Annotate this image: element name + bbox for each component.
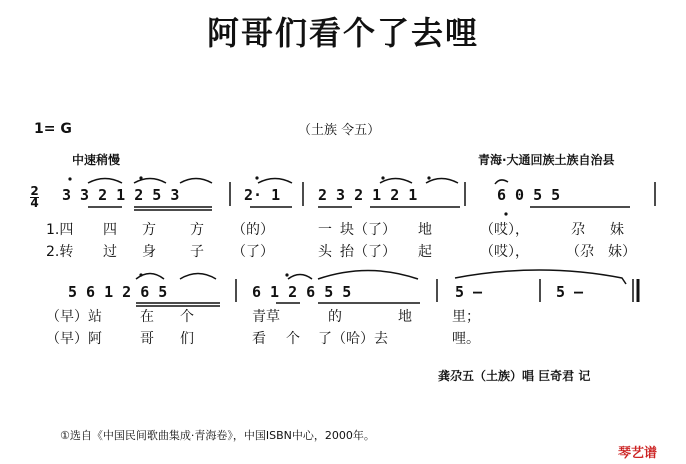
lyric-2-10: （尕 [566, 244, 594, 260]
slur [180, 274, 216, 280]
slur [426, 179, 458, 184]
lyric-2-4: 子 [190, 244, 204, 260]
lyric-4-5: 个 [286, 331, 300, 347]
row1-measure-2: 2· 1 [244, 186, 281, 204]
song-title: 阿哥们看个了去哩 [206, 14, 479, 52]
lyric-2-5: （了） [232, 244, 274, 260]
row2-measure-4: 5 – [556, 283, 584, 301]
slur [380, 179, 412, 184]
lyric-2-1: 2.转 [46, 244, 74, 260]
lyric-1-11: 妹 [610, 222, 624, 238]
slur [88, 179, 122, 184]
lyric-4-6: 了（哈）去 [318, 331, 388, 347]
row1-measure-3: 2 3 2 1 2 1 [318, 186, 418, 204]
lyric-2-3: 身 [142, 244, 156, 260]
slur [134, 179, 166, 184]
lyric-2-7: 抬（了） [340, 244, 396, 260]
lyric-2-2: 过 [103, 244, 117, 260]
lyric-2-8: 起 [418, 244, 432, 260]
lyric-1-7: 块（了） [340, 222, 396, 238]
lyric-4-3: 们 [180, 331, 194, 347]
lyric-3-4: 青草 [252, 309, 280, 325]
lyric-4-7: 哩。 [452, 331, 480, 347]
meter-bottom: 4 [30, 196, 39, 210]
slur [180, 179, 212, 184]
lyric-1-5: （的） [232, 222, 274, 238]
lyric-1-3: 方 [142, 222, 156, 238]
row2-measure-2: 6 1 2 6 5 5 [252, 283, 352, 301]
slur [258, 179, 292, 184]
site-logo: 琴艺谱 [618, 446, 658, 461]
lyric-1-4: 方 [190, 222, 204, 238]
key-signature: 1= G [34, 121, 72, 137]
song-origin: 青海·大通回族土族自治县 [478, 153, 615, 167]
lyric-3-1: （早）站 [46, 309, 102, 325]
row2-measure-3: 5 – [455, 283, 483, 301]
footnote: ①选自《中国民间歌曲集成·青海卷》，中国ISBN中心，2000年。 [60, 429, 375, 442]
lyric-2-11: 妹） [608, 244, 636, 260]
lyric-3-7: 里； [452, 309, 480, 325]
lyric-1-10: 尕 [571, 222, 585, 238]
lyric-1-1: 1.四 [46, 222, 74, 238]
performer-credit: 龚尕五（土族）唱 巨奇君 记 [438, 369, 591, 383]
slur [288, 275, 312, 280]
slur [318, 271, 418, 280]
slur [495, 180, 508, 184]
lyric-2-9: （哎）， [480, 244, 529, 260]
lyric-1-6: 一 [318, 222, 332, 238]
song-subtitle: （土族 令五） [298, 123, 381, 138]
lyric-3-3: 个 [180, 309, 194, 325]
row2-measure-1: 5 6 1 2 6 5 [68, 283, 168, 301]
lyric-4-1: （早）阿 [46, 331, 102, 347]
lyric-3-5: 的 [328, 309, 342, 325]
tempo-marking: 中速稍慢 [72, 153, 121, 167]
lyric-1-9: （哎）， [480, 222, 529, 238]
row1-measure-4: 6 0 5 5 [497, 186, 561, 204]
lyric-4-2: 哥 [140, 331, 154, 347]
row1-measure-1: 3 3 2 1 2 5 3 [62, 186, 180, 204]
lyric-3-6: 地 [398, 309, 412, 325]
lyric-2-6: 头 [318, 244, 332, 260]
lyric-3-2: 在 [140, 309, 154, 325]
lyric-4-4: 看 [252, 331, 266, 347]
meter-top: 2 [30, 184, 39, 198]
lyric-1-2: 四 [103, 222, 117, 238]
lyric-1-8: 地 [418, 222, 432, 238]
